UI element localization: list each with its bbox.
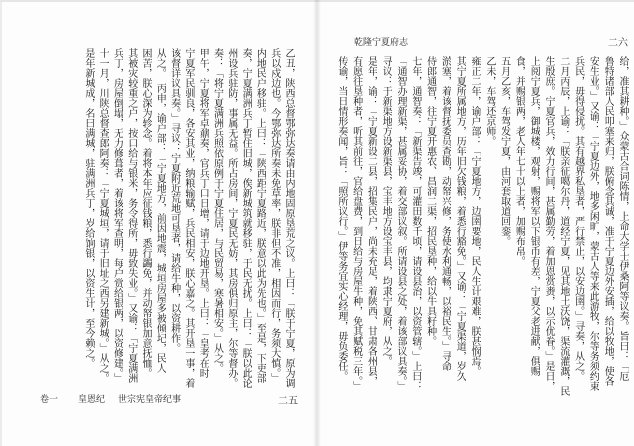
running-footer-section: 皇恩纪 xyxy=(78,395,106,405)
text-column: 十一月，川陕总督查郎阿奏：「宁夏城垣，请于旧址之西另建新城。」从之。 xyxy=(97,48,109,383)
text-column: 食，并赐银两，老人年七十以上者，加赐布帛。 xyxy=(513,56,525,266)
running-footer-subtitle: 世宗宪皇帝纪事 xyxy=(118,395,182,405)
text-column: 生殷庶。宁夏官兵，效力行间，甚属勤劳，着加恩赏赉，以示优眷。」是日， xyxy=(543,56,555,391)
text-column: 传谕，当日情形奏闻，旨：「照所议行。」伊等务宜实心经理，毋负委任。 xyxy=(335,56,347,381)
text-column: 淤塞，着该督抚委员查勘，动帑兴修，务使水利通畅，以裕民生。」寻命 xyxy=(439,56,451,371)
text-column: 安生业。」又谕：「宁夏边外，地多闲旷，蒙古人等来此游牧，尔等务须约束 xyxy=(587,56,599,391)
text-column: 上阅宁夏兵，御城楼，观射，赐将军以下银币有差，宁夏父老进献，俱赐 xyxy=(528,56,540,376)
text-column: 是年新城成，名曰满城，驻满洲兵丁，岁给饷银，以资生计，至今赖之。 xyxy=(82,48,94,368)
text-column: 兵以戍边也。今鄂弥达所奏未免草率，朕非但不准，相因而行，务须大慎。」 xyxy=(268,48,280,383)
page-edge xyxy=(0,0,2,446)
text-column: 其被灾较重之户，按口给与银米，务令得所，毋致失业。」又谕：「宁夏满洲 xyxy=(125,48,137,383)
text-column: 寻议：于新渠地方设新渠县，宝丰地方设宝丰县，均隶宁夏府，从之。 xyxy=(380,56,392,366)
text-column: 鲁特诸部人民叩塞来归，朕俯念其诚，准于宁夏边外安插，给以牧地，使各 xyxy=(602,56,614,386)
text-column: 乙未，车驾还京师。 xyxy=(483,56,495,146)
text-column: 州设兵驻防，事属无益。所占房间，宁夏民无妨，其房俱归原主，尔等督办。 xyxy=(225,48,237,388)
text-column: 兵丁，房屋倒塌，无力修葺者，着该将军查明，每户赏给银两，以资修建。」 xyxy=(111,48,123,383)
text-column: 七年，通智奏：「新渠告竣，可灌田数千顷，请设县治，以资管辖。」上曰： xyxy=(409,56,421,391)
text-column: 从之。 丙申，谕户部：「宁夏地方，前因地震，城垣房屋多被倾圮，民人 xyxy=(154,48,166,373)
left-page-text xyxy=(80,48,295,388)
text-column: 内地民户移驻。上曰：「陕西距宁夏路近，朕意以此为先也。」至是，下吏部 xyxy=(254,48,266,383)
page-number: 二五 xyxy=(278,396,298,407)
text-column: 甲午，宁夏将军卓鼐奏，官兵丁口日增，请于边地开垦。上曰：「皇考在时 xyxy=(197,48,209,378)
text-column: 五月乙亥，车驾发宁夏，由河套取道回銮。 xyxy=(498,56,510,246)
text-column: 有愿往垦种者，听其前往，官给盘费，到日给与房屋牛种，免其赋税三年。」 xyxy=(350,56,362,391)
right-page-text xyxy=(332,56,629,396)
text-column: 给，准其耕种。」众蒙古合词陈情，上命大学士伊桑阿等议奏。旨曰：「厄 xyxy=(617,56,628,381)
text-column: 雍正二年，谕户部：「宁夏地方，边圉要地，民人生计艰难，朕甚悯焉。 xyxy=(469,56,481,376)
text-column: 奏，宁夏满洲兵丁暂住旧城，俟新城筑就移驻，于民无扰。上曰：「朕以此论 xyxy=(240,48,252,388)
text-column: 兵民，毋得侵扰。其有越界私垦者，严行禁止，以安边圉。」寻奏，从之。 xyxy=(572,56,584,381)
text-column: 宁夏军民驯良，各安其业，纳粮输赋，兵民相安，朕心嘉之。其开垦一事，着 xyxy=(182,48,194,388)
text-column: 乙丑，陕西总督鄂弥达奏请由内地固原垦荒之议。上曰：「朕于宁夏，原为调 xyxy=(283,48,294,388)
running-footer-volume: 卷一 xyxy=(40,395,59,405)
running-header-title: 乾隆宁夏府志 xyxy=(354,38,409,48)
text-column: 奏：「将宁夏满洲兵照依原例于宁夏住居，与民贸易，寒暑相安。」从之。 xyxy=(211,48,223,373)
text-column: 是年，谕：「宁夏新设二县，招集民户，尚未充足，着陕西、甘肃各州县， xyxy=(365,56,377,386)
book-gutter xyxy=(313,0,321,446)
text-column: 其宁夏所属地方，历年旧欠钱粮，着悉行豁免。」又谕：「宁夏渠道，岁久 xyxy=(454,56,466,381)
text-column: 该督详议具奏。」寻议：宁夏附近荒地可垦者，请给牛种，以资耕作。 xyxy=(168,48,180,353)
text-column: 二月丙辰，上谕：「朕亲征噶尔丹，道经宁夏，见其地土沃饶，渠流灌溉，民 xyxy=(557,56,569,396)
text-column: 困苦，朕心深为轸念。着将本年应征钱粮，悉行蠲免，并动帑银加意抚恤。 xyxy=(140,48,152,378)
text-column: 「通智办理新渠，甚属妥协，着交部议叙。所请设县之处，着该部议具奏。」 xyxy=(395,56,407,391)
page-number: 二六 xyxy=(608,38,628,49)
text-column: 侍郎通智，往宁夏开惠农、昌润二渠，招民垦种，给以牛具籽种。 xyxy=(424,56,436,346)
